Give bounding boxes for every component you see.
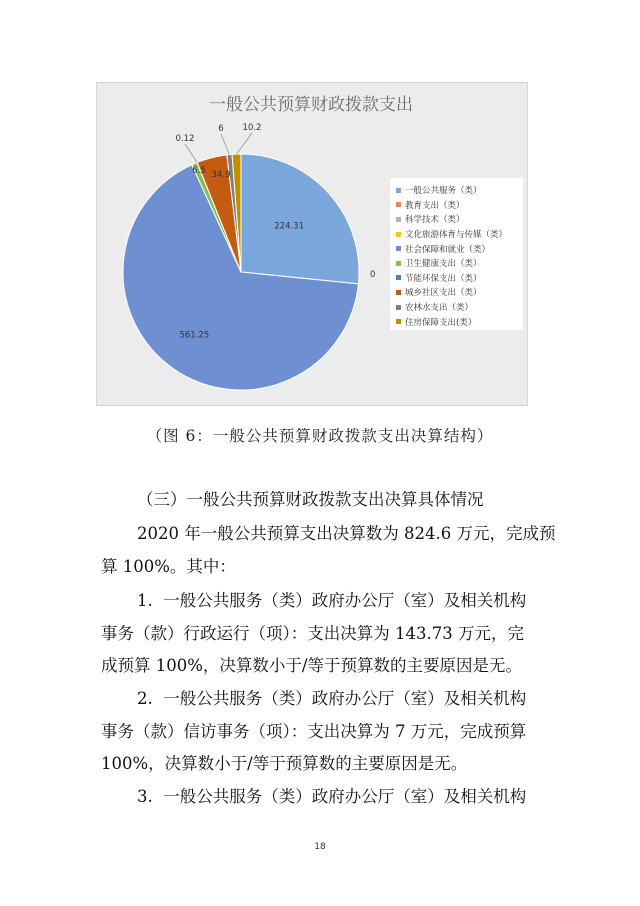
pie-chart xyxy=(96,82,528,406)
item-2-line-3: 100%，决算数小于/等于预算数的主要原因是无。 xyxy=(101,754,468,773)
label-leader-line xyxy=(237,133,252,154)
pie-data-label: 224.31 xyxy=(274,221,305,232)
legend-item xyxy=(396,183,523,198)
legend-swatch xyxy=(396,290,401,295)
item-2-line-2: 事务（款）信访事务（项）：支出决算为 7 万元，完成预算 xyxy=(101,722,527,741)
pie-data-label: 0.12 xyxy=(175,134,195,144)
item-3-line-1: 3. 一般公共服务（类）政府办公厅（室）及相关机构 xyxy=(137,787,527,806)
legend-swatch xyxy=(396,188,401,193)
legend-item xyxy=(396,198,523,213)
legend-label: 住房保障支出(类） xyxy=(405,317,477,328)
legend-swatch xyxy=(396,319,401,324)
legend-item xyxy=(396,285,523,300)
pie-data-label: 561.25 xyxy=(179,330,210,341)
legend-label: 社会保障和就业（类） xyxy=(405,244,491,255)
legend-swatch xyxy=(396,217,401,222)
item-1-line-3: 成预算 100%，决算数小于/等于预算数的主要原因是无。 xyxy=(101,656,522,675)
legend-item xyxy=(396,241,523,256)
legend-label: 农林水支出（类） xyxy=(405,303,474,314)
summary-line-2: 算 100%。其中： xyxy=(101,557,236,576)
pie-data-label: 6 xyxy=(218,124,224,134)
item-1-line-1: 1. 一般公共服务（类）政府办公厅（室）及相关机构 xyxy=(137,591,527,610)
legend-swatch xyxy=(396,275,401,280)
item-1-line-2: 事务（款）行政运行（项）：支出决算为 143.73 万元，完 xyxy=(101,624,524,643)
figure-caption: （图 6：一般公共预算财政拨款支出决算结构） xyxy=(146,427,494,445)
legend-label: 一般公共服务（类） xyxy=(405,186,482,197)
pie-data-label: 10.2 xyxy=(242,123,262,133)
chart-title: 一般公共预算财政拨款支出 xyxy=(209,95,413,115)
summary-line-1: 2020 年一般公共预算支出决算数为 824.6 万元，完成预 xyxy=(137,524,556,543)
section-heading: （三）一般公共预算财政拨款支出决算具体情况 xyxy=(137,490,484,509)
pie-slices xyxy=(123,154,359,390)
page-number: 18 xyxy=(314,842,326,852)
pie-slice xyxy=(241,154,359,284)
chart-legend xyxy=(390,178,523,330)
legend-swatch xyxy=(396,232,401,237)
legend-swatch xyxy=(396,305,401,310)
item-2-line-1: 2. 一般公共服务（类）政府办公厅（室）及相关机构 xyxy=(137,689,527,708)
pie-data-label: 34.9 xyxy=(211,170,231,180)
legend-item xyxy=(396,212,523,227)
legend-item xyxy=(396,314,523,329)
legend-label: 科学技术（类） xyxy=(405,215,465,226)
legend-item xyxy=(396,227,523,242)
legend-label: 节能环保支出（类） xyxy=(405,273,482,284)
legend-label: 卫生健康支出（类） xyxy=(405,259,482,270)
pie-data-label: 6.5 xyxy=(192,166,206,176)
legend-swatch xyxy=(396,261,401,266)
legend-item xyxy=(396,300,523,315)
legend-swatch xyxy=(396,246,401,251)
pie-zero-label: 0 xyxy=(370,270,376,280)
legend-label: 文化旅游体育与传媒（类） xyxy=(405,230,508,241)
label-leader-line xyxy=(185,144,197,162)
legend-item xyxy=(396,271,523,286)
label-leader-line xyxy=(221,134,229,155)
legend-label: 城乡社区支出（类） xyxy=(405,288,482,299)
legend-swatch xyxy=(396,202,401,207)
legend-label: 教育支出（类） xyxy=(405,200,465,211)
legend-item xyxy=(396,256,523,271)
